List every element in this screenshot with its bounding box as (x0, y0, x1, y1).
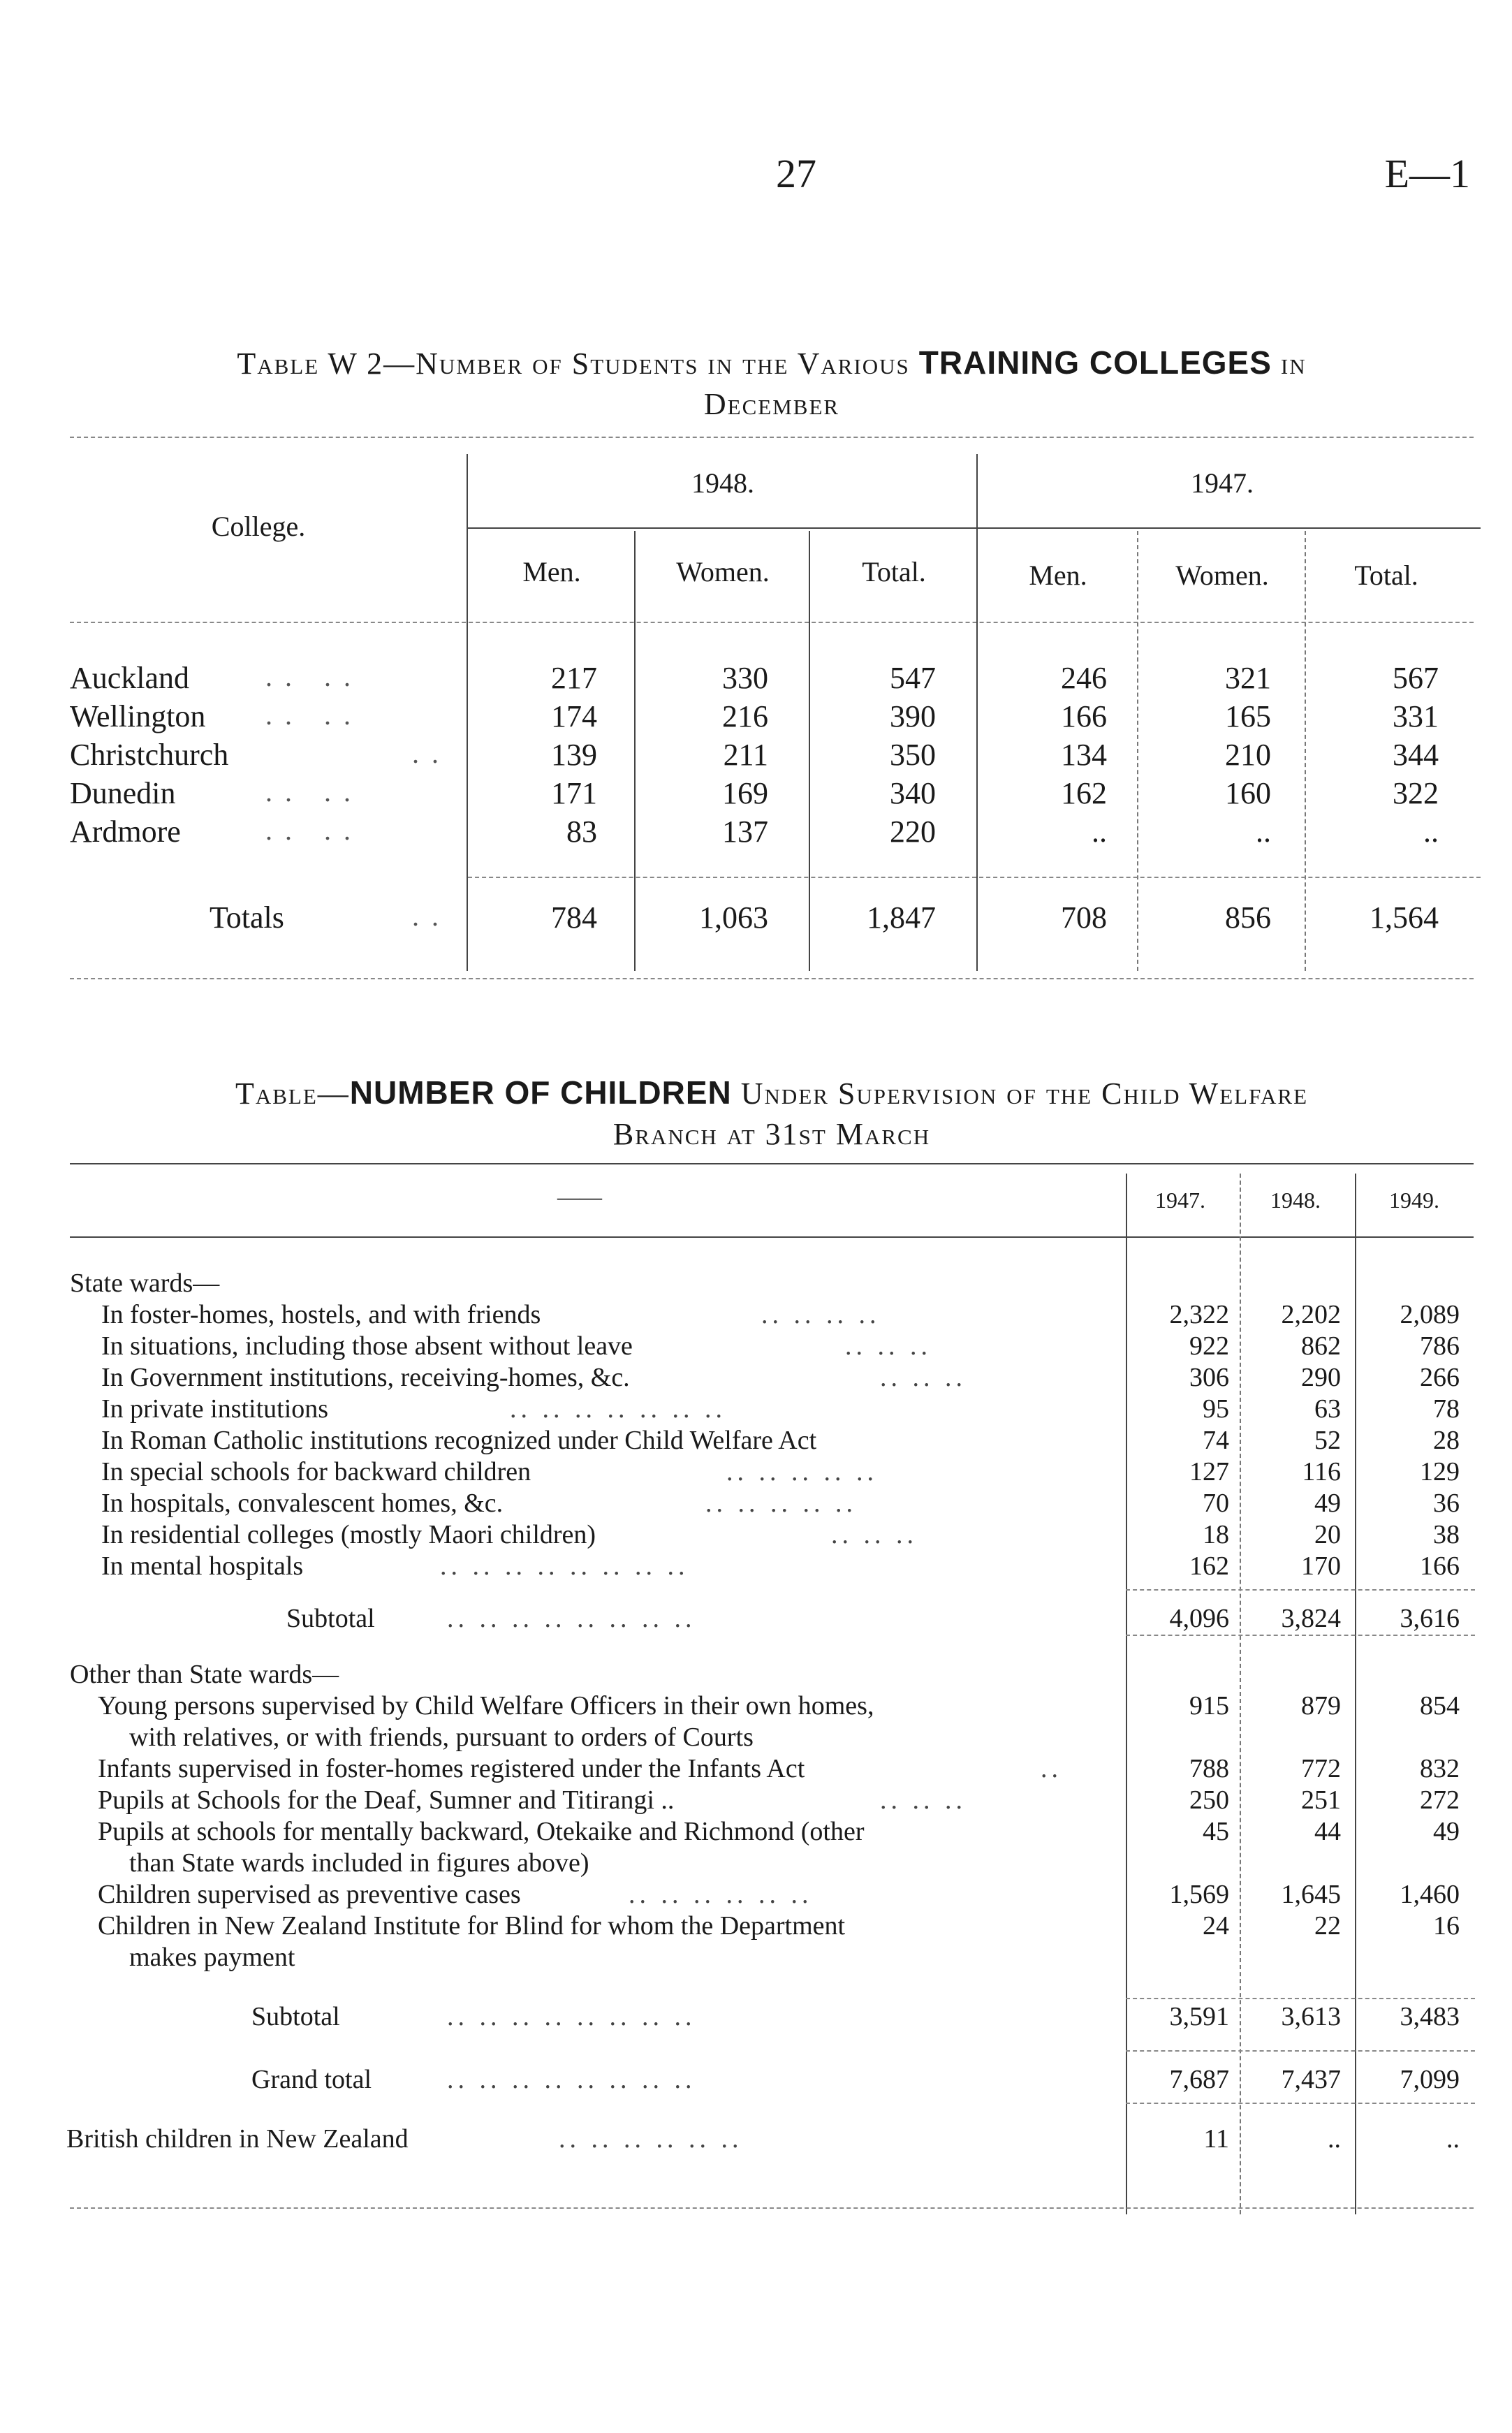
dot-leader: .. .. .. .. .. .. .. (510, 1394, 726, 1424)
table1-cell: 1,063 (699, 900, 768, 935)
state-ward-cell: 166 (1420, 1551, 1460, 1581)
grand-total-cell: 7,687 (1169, 2065, 1229, 2094)
table1-cell: 171 (551, 776, 597, 810)
table1-year-1947: 1947. (1191, 467, 1254, 499)
state-subtotal-cell: 3,824 (1281, 1604, 1341, 1633)
table1-college-name: Auckland (70, 661, 190, 695)
state-ward-row-label: In Roman Catholic institutions recognized under Child Welfare Act (101, 1426, 817, 1455)
other-ward-cell: 772 (1301, 1754, 1341, 1783)
state-wards-heading: State wards— (70, 1269, 220, 1298)
other-subtotal-label: Subtotal (251, 2002, 340, 2031)
other-subtotal-cell: 3,483 (1400, 2002, 1460, 2031)
other-ward-cell: 16 (1433, 1911, 1460, 1941)
dot-leader: .. .. .. .. .. .. (559, 2124, 743, 2154)
table1-top-rule (70, 437, 1474, 438)
state-ward-cell: 862 (1301, 1331, 1341, 1361)
table2-title-suffix: Under Supervision of the Child Welfare (740, 1076, 1309, 1111)
table1-title (70, 342, 1474, 425)
other-ward-cell: 250 (1189, 1785, 1229, 1815)
table2-title-prefix: Table— (235, 1076, 350, 1111)
dot-leader: .. .. .. .. .. .. (629, 1880, 813, 1909)
state-ward-row-label: In hospitals, convalescent homes, &c. (101, 1489, 504, 1518)
table2-title-line2: Branch at 31st March (612, 1117, 931, 1151)
other-ward-row-label-cont: with relatives, or with friends, pursuant to orders of Courts (129, 1723, 754, 1752)
dot-leader: .. .. .. .. .. .. .. .. (447, 2002, 696, 2031)
table1-cell: .. (1423, 814, 1439, 849)
british-children-label: British children in New Zealand (66, 2124, 409, 2154)
state-subtotal-cell: 4,096 (1169, 1604, 1229, 1633)
other-ward-row-label: Children supervised as preventive cases (98, 1880, 521, 1909)
table1-cell: .. (1092, 814, 1107, 849)
dot-leader: .. .. .. (880, 1785, 967, 1815)
state-ward-cell: 306 (1189, 1363, 1229, 1392)
dot-leader: .. .. .. (845, 1331, 932, 1361)
table2-year-1948: 1948. (1270, 1188, 1321, 1213)
other-ward-cell: 915 (1189, 1691, 1229, 1720)
other-ward-row-label: Pupils at Schools for the Deaf, Sumner and Titirangi .. (98, 1785, 675, 1815)
state-ward-cell: 52 (1314, 1426, 1341, 1455)
other-ward-cell: 24 (1203, 1911, 1229, 1941)
table1-cell: 784 (551, 900, 597, 935)
state-subtotal-cell: 3,616 (1400, 1604, 1460, 1633)
other-ward-cell: 1,460 (1400, 1880, 1460, 1909)
table1-cell: .. (1256, 814, 1271, 849)
table2-total-rule (1126, 1589, 1475, 1591)
table1-college-name: Dunedin (70, 776, 176, 810)
dot-leader: .. .. .. (880, 1363, 967, 1392)
state-ward-cell: 63 (1314, 1394, 1341, 1424)
table1-cell: 169 (722, 776, 768, 810)
dot-leader: .. .. .. .. .. .. .. .. (447, 2065, 696, 2094)
dot-leader: .. .. (265, 699, 363, 731)
other-ward-row-label-cont: makes payment (129, 1943, 295, 1972)
other-ward-row-label-cont: than State wards included in figures above) (129, 1848, 589, 1878)
table1-cell: 340 (890, 776, 936, 810)
table1-cell: 162 (1061, 776, 1107, 810)
table1-cell: 210 (1225, 738, 1271, 772)
other-ward-row-label: Pupils at schools for mentally backward, Otekaike and Richmond (other (98, 1817, 865, 1846)
state-ward-cell: 28 (1433, 1426, 1460, 1455)
other-ward-cell: 879 (1301, 1691, 1341, 1720)
table1-cell: 134 (1061, 738, 1107, 772)
state-ward-cell: 2,202 (1281, 1300, 1341, 1329)
state-ward-cell: 70 (1203, 1489, 1229, 1518)
table2-col-blank: —— (557, 1184, 602, 1209)
table1-cell: 160 (1225, 776, 1271, 810)
table2-bottom-rule (70, 2207, 1474, 2209)
dot-leader: .. .. .. .. .. .. .. .. (440, 1551, 689, 1581)
state-ward-cell: 2,089 (1400, 1300, 1460, 1329)
table1-bottom-rule (70, 978, 1474, 979)
table1-header-rule (70, 622, 1474, 623)
other-ward-cell: 832 (1420, 1754, 1460, 1783)
state-ward-row-label: In Government institutions, receiving-homes, &c. (101, 1363, 630, 1392)
table1-cell: 1,564 (1370, 900, 1439, 935)
state-ward-cell: 116 (1302, 1457, 1341, 1486)
table1-title-bold: TRAINING COLLEGES (918, 344, 1272, 381)
other-ward-cell: 44 (1314, 1817, 1341, 1846)
table1-cell: 137 (722, 814, 768, 849)
table1-col-men-1947: Men. (1029, 560, 1087, 591)
table1-col-women-1947: Women. (1175, 560, 1269, 591)
other-ward-row-label: Infants supervised in foster-homes registered under the Infants Act (98, 1754, 805, 1783)
table1-cell: 330 (722, 661, 768, 695)
state-ward-cell: 95 (1203, 1394, 1229, 1424)
state-subtotal-label: Subtotal (286, 1604, 375, 1633)
state-ward-row-label: In private institutions (101, 1394, 329, 1424)
table1-title-prefix: Table W 2—Number of Students in the Various (237, 346, 910, 381)
dot-leader: .. .. (265, 776, 363, 808)
table1-cell: 856 (1225, 900, 1271, 935)
other-ward-cell: 788 (1189, 1754, 1229, 1783)
table2-year-1949: 1949. (1389, 1188, 1439, 1213)
state-ward-cell: 20 (1314, 1520, 1341, 1549)
grand-total-cell: 7,437 (1281, 2065, 1341, 2094)
table1-col-women-1948: Women. (676, 556, 770, 587)
state-ward-row-label: In special schools for backward children (101, 1457, 531, 1486)
other-ward-cell: 1,645 (1281, 1880, 1341, 1909)
table1-col-men-1948: Men. (522, 556, 581, 587)
state-ward-cell: 2,322 (1169, 1300, 1229, 1329)
grand-total-cell: 7,099 (1400, 2065, 1460, 2094)
state-ward-cell: 127 (1189, 1457, 1229, 1486)
table1-cell: 567 (1393, 661, 1439, 695)
table2-total-rule (1126, 1998, 1475, 1999)
page-number: 27 (776, 151, 816, 196)
state-ward-cell: 49 (1314, 1489, 1341, 1518)
state-ward-cell: 290 (1301, 1363, 1341, 1392)
british-children-cell: 11 (1203, 2124, 1229, 2154)
table2-total-rule (1126, 2050, 1475, 2052)
table2-header-rule (70, 1236, 1474, 1238)
dot-leader: .. .. .. .. .. .. .. .. (447, 1604, 696, 1633)
table1-title-suffix: in (1280, 346, 1307, 381)
other-ward-row-label: Children in New Zealand Institute for Blind for whom the Department (98, 1911, 846, 1941)
table2-title-bold: NUMBER OF CHILDREN (349, 1074, 732, 1111)
table1-cell: 708 (1061, 900, 1107, 935)
state-ward-cell: 78 (1433, 1394, 1460, 1424)
dot-leader: .. (1041, 1754, 1062, 1783)
other-ward-cell: 49 (1433, 1817, 1460, 1846)
other-ward-cell: 1,569 (1169, 1880, 1229, 1909)
table1-cell: 321 (1225, 661, 1271, 695)
table1-year-rule (468, 527, 1481, 529)
table2-total-rule (1126, 2103, 1475, 2104)
state-ward-row-label: In foster-homes, hostels, and with friends (101, 1300, 541, 1329)
table1-cell: 211 (723, 738, 768, 772)
state-ward-cell: 786 (1420, 1331, 1460, 1361)
table1-col-college: College. (211, 511, 306, 542)
table2-top-rule (70, 1163, 1474, 1164)
other-ward-cell: 854 (1420, 1691, 1460, 1720)
state-ward-row-label: In situations, including those absent without leave (101, 1331, 633, 1361)
dot-leader: .. (412, 900, 451, 932)
state-ward-cell: 38 (1433, 1520, 1460, 1549)
dot-leader: .. (412, 738, 451, 769)
dot-leader: .. .. .. .. .. (705, 1489, 857, 1518)
table1-cell: 246 (1061, 661, 1107, 695)
table1-cell: 139 (551, 738, 597, 772)
table1-cell: 83 (566, 814, 597, 849)
dot-leader: .. .. .. .. .. (726, 1457, 878, 1486)
table1-col-total-1947: Total. (1354, 560, 1418, 591)
grand-total-label: Grand total (251, 2065, 372, 2094)
state-ward-row-label: In mental hospitals (101, 1551, 304, 1581)
other-subtotal-cell: 3,613 (1281, 2002, 1341, 2031)
table1-cell: 344 (1393, 738, 1439, 772)
state-ward-cell: 922 (1189, 1331, 1229, 1361)
state-ward-cell: 266 (1420, 1363, 1460, 1392)
state-ward-cell: 18 (1203, 1520, 1229, 1549)
state-ward-cell: 36 (1433, 1489, 1460, 1518)
other-subtotal-cell: 3,591 (1169, 2002, 1229, 2031)
table1-totals-label: Totals (210, 900, 284, 935)
other-ward-cell: 251 (1301, 1785, 1341, 1815)
british-children-cell: .. (1446, 2124, 1460, 2154)
other-wards-heading: Other than State wards— (70, 1660, 339, 1689)
dot-leader: .. .. .. (831, 1520, 918, 1549)
table2-title (70, 1072, 1474, 1155)
state-ward-cell: 162 (1189, 1551, 1229, 1581)
table1-cell: 1,847 (867, 900, 936, 935)
table1-cell: 547 (890, 661, 936, 695)
table1-cell: 174 (551, 699, 597, 733)
other-ward-cell: 22 (1314, 1911, 1341, 1941)
document-reference: E—1 (1384, 151, 1470, 196)
table1-cell: 350 (890, 738, 936, 772)
other-ward-row-label: Young persons supervised by Child Welfare Officers in their own homes, (98, 1691, 874, 1720)
other-ward-cell: 272 (1420, 1785, 1460, 1815)
table1-cell: 166 (1061, 699, 1107, 733)
table1-cell: 165 (1225, 699, 1271, 733)
british-children-cell: .. (1328, 2124, 1341, 2154)
table1-col-total-1948: Total. (862, 556, 926, 587)
state-ward-cell: 170 (1301, 1551, 1341, 1581)
state-ward-cell: 74 (1203, 1426, 1229, 1455)
table2-total-rule (1126, 1635, 1475, 1636)
state-ward-cell: 129 (1420, 1457, 1460, 1486)
dot-leader: .. .. (265, 814, 363, 846)
other-ward-cell: 45 (1203, 1817, 1229, 1846)
table1-cell: 331 (1393, 699, 1439, 733)
table1-totals-rule (468, 877, 1481, 878)
table1-cell: 216 (722, 699, 768, 733)
table1-college-name: Ardmore (70, 814, 181, 849)
table1-college-name: Wellington (70, 699, 206, 733)
table1-cell: 217 (551, 661, 597, 695)
table1-cell: 390 (890, 699, 936, 733)
table1-cell: 220 (890, 814, 936, 849)
table1-cell: 322 (1393, 776, 1439, 810)
dot-leader: .. .. (265, 661, 363, 692)
table2-year-1947: 1947. (1155, 1188, 1205, 1213)
state-ward-row-label: In residential colleges (mostly Maori children) (101, 1520, 596, 1549)
dot-leader: .. .. .. .. (761, 1300, 881, 1329)
table1-title-line2: December (703, 387, 840, 421)
table1-year-1948: 1948. (691, 467, 754, 499)
table1-college-name: Christchurch (70, 738, 229, 772)
